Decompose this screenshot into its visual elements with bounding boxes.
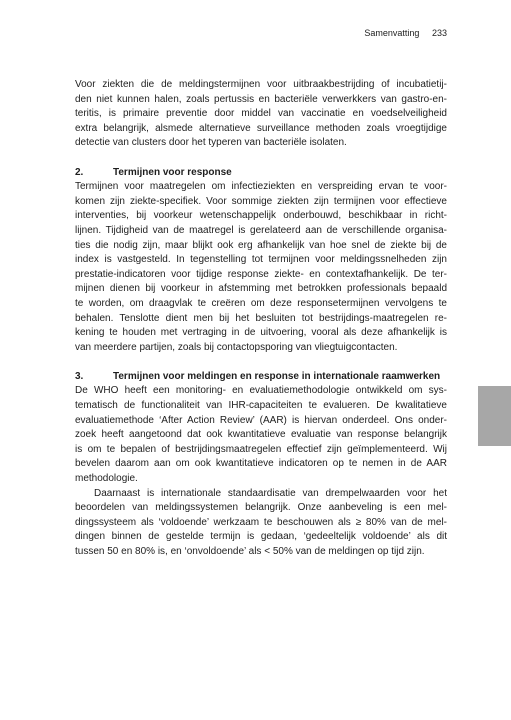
text-line: Voor ziekten die de meldingstermijnen voor uitbraakbestrijding of incubatietij- — [75, 79, 447, 90]
text-line: behalen. Tenslotte dient men bij het besluiten tot bestrijdings-maatregelen re- — [75, 312, 447, 324]
page-body — [75, 78, 447, 560]
text-line: evaluatiemethode ‘After Action Review’ (AAR) is hiervan onderdeel. Ons onder- — [75, 414, 447, 426]
paragraph-section-3 — [75, 384, 447, 486]
text-line: beoordelen van meldingssystemen belangrijk. Onze aanbeveling is een mel- — [75, 502, 447, 514]
text-line: De WHO heeft een monitoring- en evaluatiemethodologie ontwikkeld om sys- — [75, 385, 447, 397]
text-line: van meerdere partijen, zoals bij contactopsporing van vliegtuigcontacten. — [75, 341, 398, 353]
running-header — [364, 28, 447, 38]
text-line: prestatie-indicatoren voor tijdige response ziekte- en contextafhankelijk. De ter- — [75, 268, 447, 280]
section-title: Termijnen voor response — [113, 166, 232, 178]
text-line: index is vastgesteld. In tegenstelling tot termijnen voor meldingssnelheden zijn — [75, 254, 447, 266]
text-line: interventies, bij voorkeur wetenschappelijk onderbouwd, beschikbaar in richt- — [75, 210, 447, 222]
text-line: teritis, is primaire preventie door middel van vaccinatie en voedselveiligheid — [75, 108, 447, 120]
text-line: kening te houden met vertraging in de uitvoering, vooral als deze afhankelijk is — [75, 327, 447, 339]
running-title: Samenvatting — [364, 28, 420, 38]
text-line: tematisch de functionaliteit van IHR-capaciteiten te evalueren. De kwalitatieve — [75, 400, 447, 412]
section-number: 2. — [75, 166, 84, 178]
section-title: Termijnen voor meldingen en response in internationale raamwerken — [113, 370, 441, 382]
text-line: ties die nodig zijn, maar blijkt ook erg afhankelijk van hoe snel de ziekte bij de — [75, 239, 447, 251]
paragraph-section-3-continued — [75, 487, 447, 560]
text-line: mijnen dienen bij voorkeur in afstemming met betrokken professionals bepaald — [75, 283, 447, 295]
section-heading-3 — [75, 370, 447, 385]
text-line: te worden, om draagvlak te creëren om deze responsetermijnen vervolgens te — [75, 297, 447, 309]
text-line: komen zijn ziekte-specifiek. Voor sommige ziekten zijn termijnen voor effectieve — [75, 195, 447, 207]
text-line: extra belangrijk, alsmede alternatieve surveillance methoden zoals vroegtijdige — [75, 122, 447, 134]
text-line: zoek heeft aangetoond dat ook kwantitatieve evaluatie van response belangrijk — [75, 429, 447, 441]
text-line: tussen 50 en 80% is, en ‘onvoldoende’ als < 50% van de meldingen op tijd zijn. — [75, 546, 425, 557]
text-line: dingen binnen de gestelde termijn is gedaan, ‘gedeeltelijk voldoende’ als dit — [75, 531, 447, 543]
text-line: methodologie. — [75, 473, 138, 485]
text-line: Daarnaast is internationale standaardisatie van drempelwaarden voor het — [94, 487, 447, 499]
text-line: detectie van clusters door het typeren van bacteriële isolaten. — [75, 137, 347, 149]
text-line: den niet kunnen halen, zoals pertussis en bacteriële verwerkkers van gastro-en- — [75, 93, 447, 105]
paragraph-intro — [75, 78, 447, 151]
text-line: is om te bepalen of bestrijdingsmaatregelen effectief zijn geïmplementeerd. Wij — [75, 443, 447, 455]
text-line: bevelen daarom aan om ook kwantitatieve indicatoren op te nemen in de AAR — [75, 458, 447, 470]
text-line: dingssysteem als ‘voldoende’ werkzaam te beschouwen als ≥ 80% van de mel- — [75, 516, 447, 528]
chapter-thumb-tab — [478, 386, 511, 446]
text-line: lijnen. Tijdigheid van de maatregel is gerelateerd aan de verschillende organisa- — [75, 224, 447, 236]
page-number: 233 — [431, 28, 447, 38]
text-line: Termijnen voor maatregelen om infectieziekten en verspreiding ervan te voor- — [75, 181, 447, 193]
paragraph-section-2 — [75, 180, 447, 355]
section-number: 3. — [75, 370, 84, 382]
section-heading-2 — [75, 166, 447, 181]
